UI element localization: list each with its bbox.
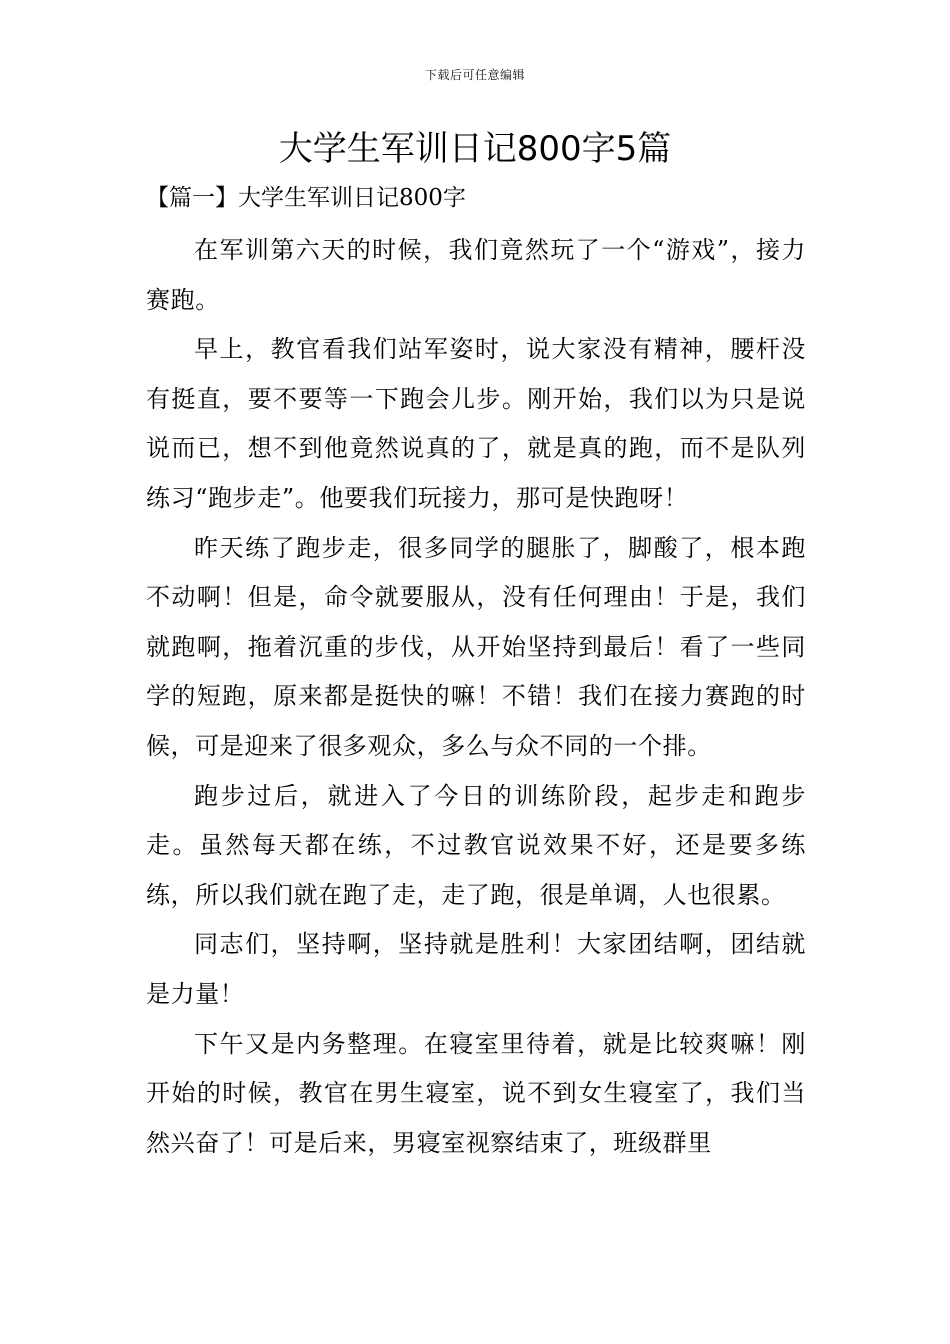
paragraph: 跑步过后，就进入了今日的训练阶段，起步走和跑步走。虽然每天都在练，不过教官说效果不好，还是要多练练，所以我们就在跑了走，走了跑，很是单调，人也很累。 — [146, 781, 806, 909]
paragraph: 昨天练了跑步走，很多同学的腿胀了，脚酸了，根本跑不动啊！但是，命令就要服从，没有任何理由！于是，我们就跑啊，拖着沉重的步伐，从开始坚持到最后！看了一些同学的短跑，原来都是挺快的嘛！不错！我们在接力赛跑的时候，可是迎来了很多观众，多么与众不同的一个排。 — [146, 533, 806, 760]
header-note: 下载后可任意编辑 — [424, 68, 525, 82]
paragraph: 在军训第六天的时候，我们竟然玩了一个“游戏”，接力赛跑。 — [146, 236, 806, 314]
paragraph: 下午又是内务整理。在寝室里待着，就是比较爽嘛！刚开始的时候，教官在男生寝室，说不到女生寝室了，我们当然兴奋了！可是后来，男寝室视察结束了，班级群里 — [146, 1029, 806, 1157]
paragraph: 同志们，坚持啊，坚持就是胜利！大家团结啊，团结就是力量！ — [146, 930, 806, 1008]
paragraph: 早上，教官看我们站军姿时，说大家没有精神，腰杆没有挺直，要不要等一下跑会儿步。刚开始，我们以为只是说说而已，想不到他竟然说真的了，就是真的跑，而不是队列练习“跑步走”。他要我们玩接力，那可是快跑呀！ — [146, 335, 806, 512]
body-text — [146, 226, 806, 1168]
section-heading: 【篇一】大学生军训日记800字 — [146, 185, 466, 211]
document-title: 大学生军训日记800字5篇 — [278, 129, 672, 169]
